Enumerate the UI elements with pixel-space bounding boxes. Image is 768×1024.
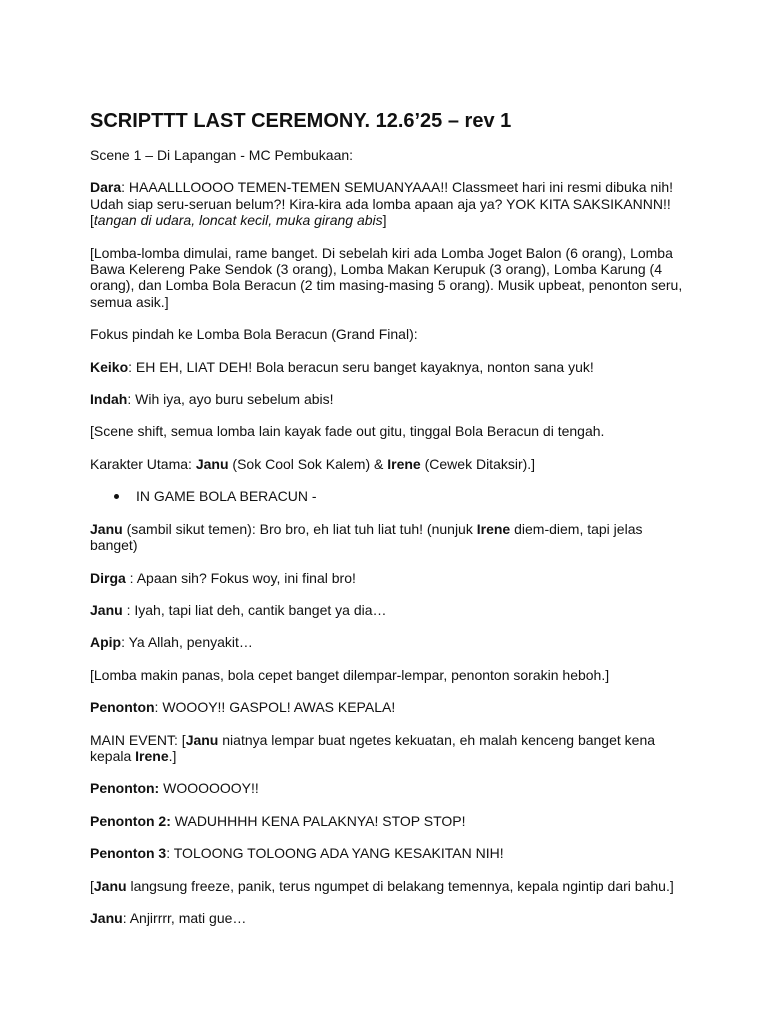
speaker-name: Janu [90,601,123,618]
dialogue-text: : EH EH, LIAT DEH! Bola beracun seru banget kayaknya, nonton sana yuk! [128,358,594,375]
dialogue-text: : WOOOY!! GASPOL! AWAS KEPALA! [154,699,396,716]
dialogue-janu-3 [90,910,690,926]
character-janu: Janu [185,731,219,748]
dialogue-text: : Ya Allah, penyakit… [121,634,253,651]
main-event-prefix: MAIN EVENT: [ [90,731,186,748]
dialogue-text: : Anjirrrr, mati gue… [122,909,247,926]
character-irene-desc: (Cewek Ditaksir).] [420,455,536,472]
dialogue-dirga [90,570,690,586]
speaker-name: Penonton 2: [90,812,171,829]
dialogue-text: WADUHHHH KENA PALAKNYA! STOP STOP! [170,812,466,829]
stage-direction-freeze [90,878,690,894]
speaker-name: Janu [90,909,123,926]
dialogue-text: : Iyah, tapi liat deh, cantik banget ya dia… [122,601,387,618]
speaker-name: Indah [90,391,128,408]
character-janu: Janu [195,455,229,472]
speaker-name: Dirga [90,569,126,586]
character-irene: Irene [135,747,169,764]
bullet-item-in-game: IN GAME BOLA BERACUN - [90,488,690,504]
stage-direction-lomba: [Lomba-lomba dimulai, rame banget. Di sebelah kiri ada Lomba Joget Balon (6 orang), Lomba Bawa Kelereng Pake Sendok (3 orang), Lomba Makan Kerupuk (3 orang), Lomba Karung (4 orang), dan Lomba Bola Beracun (2 tim masing-masing 5 orang). Musik upbeat, penonton seru, semua asik.] [90,244,683,310]
bracket-close: ] [382,212,387,229]
dialogue-penonton-2 [90,813,690,829]
character-janu-desc: (Sok Cool Sok Kalem) & [228,455,388,472]
dialogue-text: : HAAALLLOOOO TEMEN-TEMEN SEMUANYAAA!! Classmeet hari ini resmi dibuka nih! Udah siap seru-seruan belum?! Kira-kira ada lomba apaan aja ya? YOK KITA SAKSIKANNN!! [ [90,179,674,229]
dialogue-text: : TOLOONG TOLOONG ADA YANG KESAKITAN NIH! [166,845,504,862]
dialogue-penonton-3 [90,845,690,861]
main-event [90,732,690,765]
dialogue-text: : Apaan sih? Fokus woy, ini final bro! [125,569,356,586]
dialogue-text: (sambil sikut temen): Bro bro, eh liat tuh liat tuh! (nunjuk [122,520,477,537]
bracket-open: [ [90,877,94,894]
document-title: SCRIPTTT LAST CEREMONY. 12.6’25 – rev 1 [90,110,512,132]
dialogue-dara [90,179,690,228]
stage-direction-text: langsung freeze, panik, terus ngumpet di belakang temennya, kepala ngintip dari bahu.] [126,877,674,894]
main-event-text: niatnya lempar buat ngetes kekuatan, eh malah kenceng banget kena kepala [90,731,656,764]
speaker-name: Keiko [90,358,129,375]
speaker-name: Apip [90,634,122,651]
stage-direction: tangan di udara, loncat kecil, muka girang abis [93,212,383,229]
speaker-name: Janu [90,520,123,537]
dialogue-text: diem-diem, tapi jelas banget) [90,520,643,554]
scene-heading: Scene 1 – Di Lapangan - MC Pembukaan: [90,147,354,163]
dialogue-janu-1 [90,521,690,554]
speaker-name: Penonton 3 [90,845,167,862]
dialogue-janu-2 [90,602,690,618]
dialogue-indah [90,391,690,407]
scene-focus-note: Fokus pindah ke Lomba Bola Beracun (Grand Final): [90,326,418,343]
character-janu: Janu [93,877,127,894]
dialogue-penonton-a [90,780,690,796]
dialogue-keiko [90,359,690,375]
bullet-list [90,488,690,504]
speaker-name: Penonton: [90,780,160,797]
characters-prefix: Karakter Utama: [90,455,196,472]
main-characters-line [90,456,690,472]
dialogue-text: WOOOOOOY!! [159,780,259,797]
document-page [90,109,690,942]
dialogue-apip [90,634,690,650]
main-event-suffix: .] [168,747,177,764]
dialogue-penonton-1 [90,699,690,715]
stage-direction-scene-shift: [Scene shift, semua lomba lain kayak fade out gitu, tinggal Bola Beracun di tengah. [90,423,605,440]
speaker-name: Dara [90,179,122,196]
speaker-name: Penonton [90,699,155,716]
character-irene: Irene [476,520,511,537]
dialogue-text: : Wih iya, ayo buru sebelum abis! [127,391,334,408]
character-irene: Irene [387,455,421,472]
stage-direction-panas: [Lomba makin panas, bola cepet banget dilempar-lempar, penonton sorakin heboh.] [90,666,610,683]
